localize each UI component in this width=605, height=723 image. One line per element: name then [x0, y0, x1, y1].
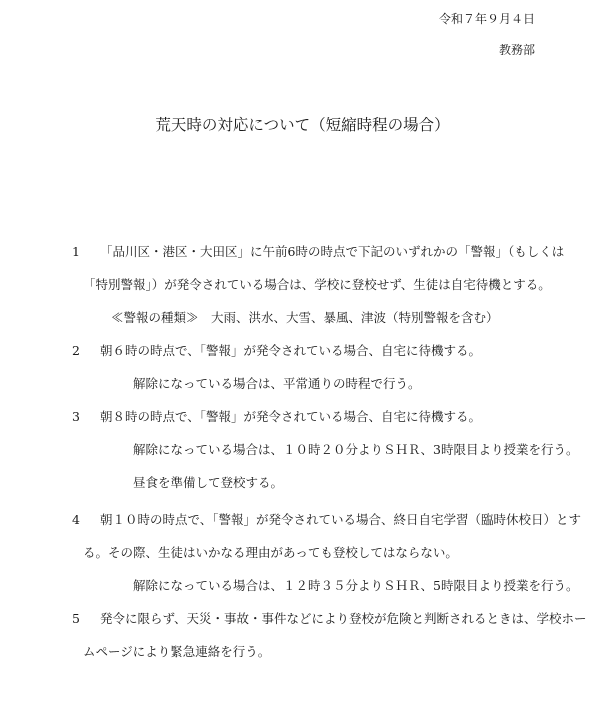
item-2-line-2: 解除になっている場合は、平常通りの時程で行う。 [133, 376, 421, 391]
item-4-line-1: 朝１０時の時点で、「警報」が発令されている場合、終日自宅学習（臨時休校日）とす [100, 512, 582, 527]
item-number-1: 1 [72, 244, 80, 259]
document-date: 令和７年９月４日 [438, 12, 535, 26]
item-5-line-2: ムページにより緊急連絡を行う。 [83, 644, 271, 659]
item-1-line-2: 「特別警報」）が発令されている場合は、学校に登校せず、生徒は自宅待機とする。 [83, 277, 551, 292]
document-title: 荒天時の対応について（短縮時程の場合） [155, 116, 450, 134]
item-3-line-1: 朝８時の時点で、「警報」が発令されている場合、自宅に待機する。 [100, 409, 482, 424]
item-2-line-1: 朝６時の時点で、「警報」が発令されている場合、自宅に待機する。 [100, 343, 482, 358]
item-3-line-2: 解除になっている場合は、１０時２０分よりＳＨＲ、3時限目より授業を行う。 [133, 442, 579, 457]
item-number-3: 3 [72, 409, 80, 424]
item-1-line-1: 「品川区・港区・大田区」に午前6時の時点で下記のいずれかの「警報」（もしくは [100, 244, 565, 259]
item-4-line-2: る。その際、生徒はいかなる理由があっても登校してはならない。 [83, 545, 458, 560]
item-4-line-3: 解除になっている場合は、１２時３５分よりＳＨＲ、5時限目より授業を行う。 [133, 578, 579, 593]
item-number-5: 5 [72, 611, 80, 626]
item-5-line-1: 発令に限らず、天災・事故・事件などにより登校が危険と判断されるときは、学校ホー [100, 611, 587, 626]
item-number-2: 2 [72, 343, 80, 358]
item-3-line-3: 昼食を準備して登校する。 [133, 475, 284, 490]
warning-types: ≪警報の種類≫ 大雨、洪水、大雪、暴風、津波（特別警報を含む） [111, 310, 499, 325]
issuing-department: 教務部 [498, 43, 535, 57]
item-number-4: 4 [72, 512, 80, 527]
